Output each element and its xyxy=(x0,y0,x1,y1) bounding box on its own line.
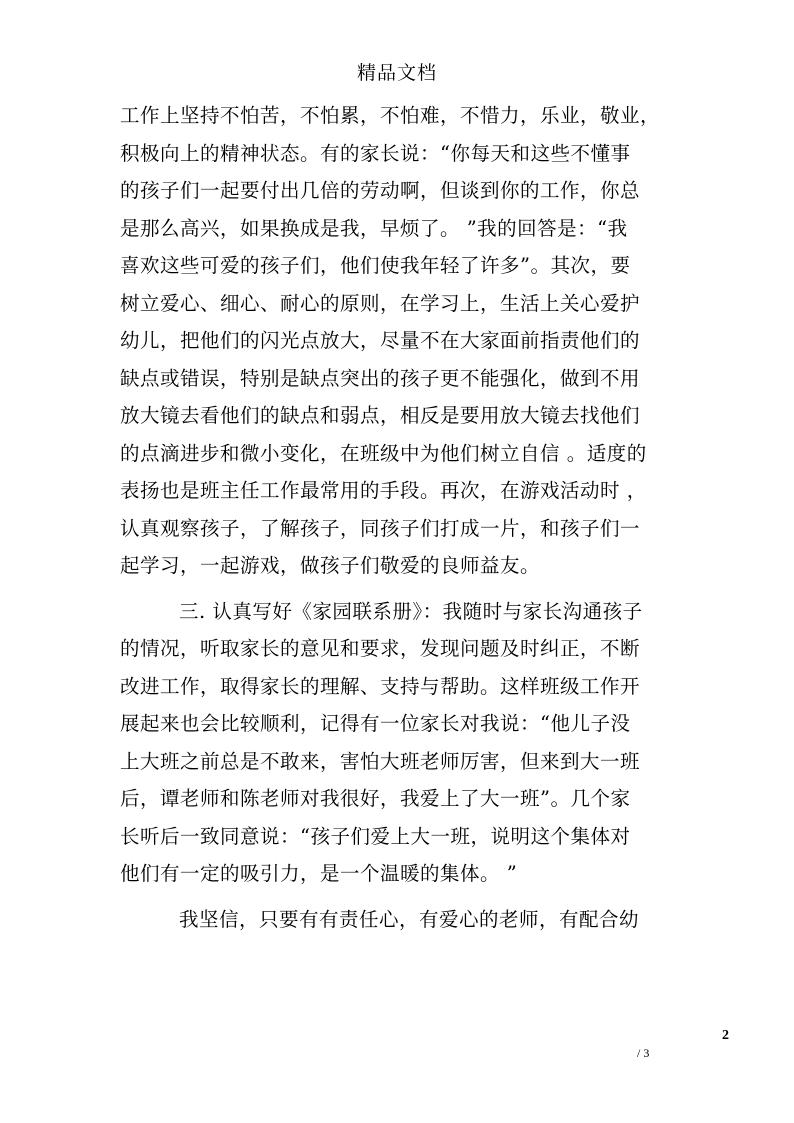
text-line: 三. 认真写好《家园联系册》：我随时与家长沟通孩子 xyxy=(179,599,643,623)
document-header: 精品文档 xyxy=(356,62,437,84)
text-line: 是那么高兴，如果换成是我，早烦了。 ”我的回答是：“我 xyxy=(120,216,628,240)
text-line: 的点滴进步和微小变化，在班级中为他们树立自信 。适度的 xyxy=(120,441,647,465)
text-line: 幼儿，把他们的闪光点放大，尽量不在大家面前指责他们的 xyxy=(120,329,641,352)
paragraph-3 xyxy=(120,901,680,939)
paragraph-1 xyxy=(120,97,680,585)
page-total: / 3 xyxy=(637,1046,650,1060)
text-line: 他们有一定的吸引力，是一个温暖的集体。 ” xyxy=(120,862,518,885)
text-line: 改进工作，取得家长的理解、支持与帮助。这样班级工作开 xyxy=(120,674,641,698)
text-line: 放大镜去看他们的缺点和弱点，相反是要用放大镜去找他们 xyxy=(120,404,641,427)
text-line: 积极向上的精神状态。有的家长说：“你每天和这些不懂事 xyxy=(120,141,631,165)
paragraph-2 xyxy=(120,593,680,893)
text-line: 上大班之前总是不敢来，害怕大班老师厉害，但来到大一班 xyxy=(120,749,641,773)
text-line: 认真观察孩子，了解孩子，同孩子们打成一片，和孩子们一 xyxy=(120,516,641,540)
text-line: 喜欢这些可爱的孩子们，他们使我年轻了许多”。其次，要 xyxy=(120,254,631,277)
text-line: 表扬也是班主任工作最常用的手段。再次，在游戏活动时 ， xyxy=(120,479,647,502)
text-line: 我坚信，只要有有责任心，有爱心的老师，有配合幼 xyxy=(179,907,640,931)
document-body xyxy=(120,97,680,938)
text-line: 长听后一致同意说：“孩子们爱上大一班，说明这个集体对 xyxy=(120,824,631,848)
text-line: 树立爱心、细心、耐心的原则，在学习上，生活上关心爱护 xyxy=(120,291,641,315)
text-line: 的情况，听取家长的意见和要求，发现问题及时纠正，不断 xyxy=(120,637,641,660)
text-line: 的孩子们一起要付出几倍的劳动啊，但谈到你的工作，你总 xyxy=(120,179,641,202)
text-line: 缺点或错误，特别是缺点突出的孩子更不能强化，做到不用 xyxy=(120,366,641,390)
text-line: 工作上坚持不怕苦，不怕累，不怕难，不惜力，乐业，敬业， xyxy=(120,104,661,127)
text-line: 展起来也会比较顺利，记得有一位家长对我说：“他儿子没 xyxy=(120,712,631,735)
text-line: 起学习，一起游戏，做孩子们敬爱的良师益友。 xyxy=(120,554,541,577)
page-number: 2 xyxy=(722,1028,729,1043)
text-line: 后，谭老师和陈老师对我很好，我爱上了大一班”。几个家 xyxy=(120,787,631,810)
